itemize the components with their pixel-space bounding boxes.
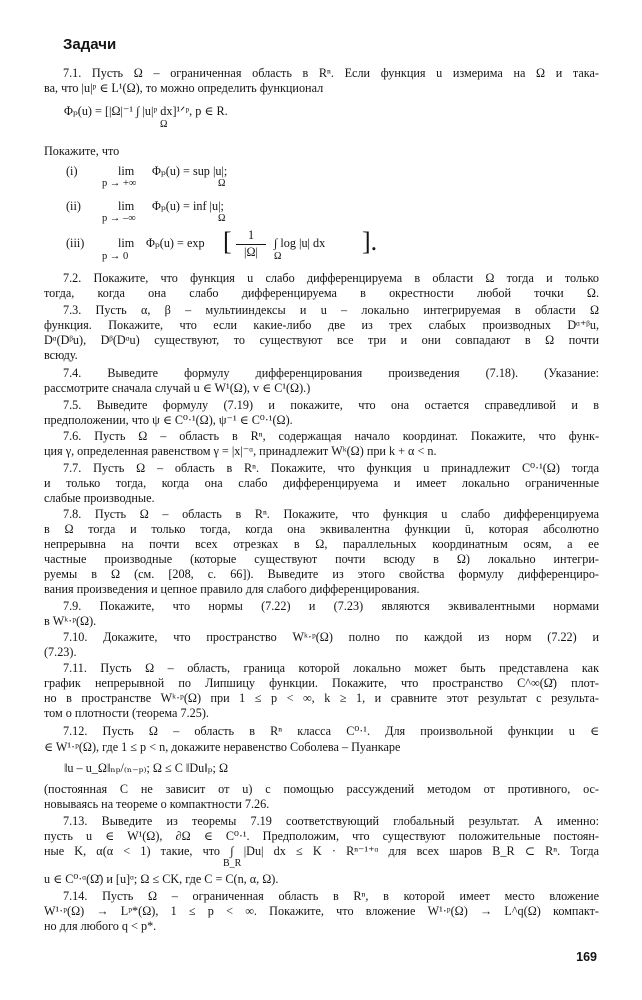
problem-text-line: частные производные (которые существуют почти всюду в Ω) локально интегри- — [44, 552, 599, 566]
problem-text-line: но в пространстве Wᵏ·ᵖ(Ω) при 1 ≤ p < ∞, k ≥ 1, и сравните этот результат с результа- — [44, 691, 599, 705]
limit-expression: Φₚ(u) = sup |u|; — [152, 164, 228, 178]
problem-text-line: и только тогда, когда она слабо дифференцируема и имеет локально ограниченные — [44, 476, 599, 490]
problem-text-line: 7.6. Пусть Ω – область в Rⁿ, содержащая начало координат. Покажите, что функ- — [63, 429, 599, 443]
limit-under: Ω — [218, 178, 226, 189]
section-heading: Задачи — [63, 36, 117, 53]
problem-text-line: 7.9. Покажите, что нормы (7.22) и (7.23) являются эквивалентными нормами — [63, 599, 599, 613]
functional-formula: Φₚ(u) = [|Ω|⁻¹ ∫ |u|ᵖ dx]¹ᐟᵖ, p ∈ R. — [64, 104, 228, 118]
problem-text-line: ция γ, определенная равенством γ = |x|⁻ᵅ, принадлежит Wᵏ(Ω) при k + α < n. — [44, 444, 437, 458]
problem-text-line: W¹·ᵖ(Ω) → Lᵖ*(Ω), 1 ≤ p < ∞. Покажите, что вложение W¹·ᵖ(Ω) → L^q(Ω) компакт- — [44, 904, 599, 918]
right-bracket: ]. — [362, 227, 378, 256]
fraction-denominator: |Ω| — [244, 245, 258, 259]
problem-text-line: u ∈ C⁰·ᵅ(Ω̄) и [u]ᵅ; Ω ≤ CK, где C = C(n, α, Ω). — [44, 872, 279, 886]
limit-operator: lim — [118, 199, 135, 213]
fraction-numerator: 1 — [247, 228, 255, 242]
problem-text-line: 7.5. Выведите формулу (7.19) и покажите, что она остается справедливой и в — [63, 398, 599, 412]
problem-text-line: 7.12. Пусть Ω – область в Rⁿ класса C⁰·¹. Для произвольной функции u ∈ — [63, 724, 599, 738]
limit-operator: lim — [118, 236, 135, 250]
problem-text-line: пусть u ∈ W¹(Ω), ∂Ω ∈ C⁰·¹. Предположим, что существуют положительные постоян- — [44, 829, 599, 843]
problem-text-line: 7.2. Покажите, что функция u слабо дифференцируема в области Ω тогда и только — [63, 271, 599, 285]
problem-7-1-line-1: 7.1. Пусть Ω – ограниченная область в Rⁿ. Если функция u измерима на Ω и така- — [63, 66, 599, 80]
problem-text-line: ∈ W¹·ᵖ(Ω), где 1 ≤ p < n, докажите неравенство Соболева – Пуанкаре — [44, 740, 401, 754]
limit-operator: lim — [118, 164, 135, 178]
limit-subscript: p → 0 — [102, 251, 129, 262]
limit-subscript: p → –∞ — [102, 213, 136, 224]
problem-text-line: (7.23). — [44, 645, 77, 659]
limit-subscript: p → +∞ — [102, 178, 137, 189]
limit-label: (ii) — [66, 199, 81, 213]
functional-formula-domain: Ω — [160, 119, 168, 130]
problem-text-line: 7.8. Пусть Ω – область в Rⁿ. Покажите, что функция u слабо дифференцируема — [63, 507, 599, 521]
problem-text-line: предположении, что ψ ∈ C⁰·¹(Ω), ψ⁻¹ ∈ C⁰·¹(Ω). — [44, 413, 293, 427]
problem-text-line: ные K, α(α < 1) такие, что ∫ |Du| dx ≤ K · Rⁿ⁻¹⁺ᵅ для всех шаров B_R ⊂ Rⁿ. Тогда — [44, 844, 599, 858]
limit-under: Ω — [218, 213, 226, 224]
problem-text-line: 7.13. Выведите из теоремы 7.19 соответствующий глобальный результат. А именно: — [63, 814, 599, 828]
limit-expression: Φₚ(u) = exp — [146, 236, 205, 250]
problem-text-line: 7.10. Докажите, что пространство Wᵏ·ᵖ(Ω) полно по каждой из норм (7.22) и — [63, 630, 599, 644]
problem-text-line: 7.11. Пусть Ω – область, граница которой локально может быть представлена как — [63, 661, 599, 675]
page-number: 169 — [576, 950, 597, 964]
problem-text-line: график непрерывной по Липшицу функции. Покажите, что пространство C^∞(Ω̄) плот- — [44, 676, 599, 690]
problem-text-line: 7.3. Пусть α, β – мультииндексы и u – локально интегрируемая в области Ω — [63, 303, 599, 317]
problem-text-line: 7.7. Пусть Ω – область в Rⁿ. Покажите, что функция u принадлежит C⁰·¹(Ω) тогда — [63, 461, 599, 475]
problem-text-line: но для любого q < p*. — [44, 919, 157, 933]
integral-expression: ∫ log |u| dx — [274, 236, 326, 250]
problem-text-line: B_R — [223, 858, 242, 869]
limit-label: (i) — [66, 164, 78, 178]
problem-text-line: том о плотности (теорема 7.25). — [44, 706, 209, 720]
problem-text-line: руемы в Ω (см. [208, с. 66]). Выведите из этого свойства формулу дифференциро- — [44, 567, 599, 581]
limit-expression: Φₚ(u) = inf |u|; — [152, 199, 224, 213]
limit-label: (iii) — [66, 236, 85, 250]
limit-under: Ω — [274, 251, 282, 262]
problem-text-line: Dᵅ(Dᵝu), Dᵝ(Dᵅu) существуют, то существуют все три и они совпадают в Ω почти — [44, 333, 599, 347]
problem-text-line: в Wᵏ·ᵖ(Ω). — [44, 614, 97, 628]
left-bracket: [ — [223, 227, 232, 256]
problem-text-line: вания произведения и цепное правило для слабого дифференцирования. — [44, 582, 420, 596]
problem-text-line: всюду. — [44, 348, 78, 362]
problem-text-line: рассмотрите сначала случай u ∈ W¹(Ω), v ∈ C¹(Ω).) — [44, 381, 311, 395]
problem-text-line: непрерывна на почти всех отрезках в Ω, параллельных координатным осям, а ее — [44, 537, 599, 551]
problem-text-line: тогда, когда она слабо дифференцируема в окрестности любой точки Ω. — [44, 286, 599, 300]
problem-text-line: ‖u – u_Ω‖ₙₚ/₍ₙ₋ₚ₎; Ω ≤ C ‖Du‖ₚ; Ω — [64, 761, 229, 775]
problem-text-line: новываясь на теореме о компактности 7.26. — [44, 797, 270, 811]
problem-text-line: 7.14. Пусть Ω – ограниченная область в Rⁿ, в которой имеет место вложение — [63, 889, 599, 903]
problem-text-line: (постоянная C не зависит от u) с помощью рассуждений методом от противного, ос- — [44, 782, 599, 796]
problem-text-line: функция. Покажите, что если какие-либо две из трех слабых производных Dᵅ⁺ᵝu, — [44, 318, 599, 332]
problem-text-line: 7.4. Выведите формулу дифференцирования произведения (7.18). (Указание: — [63, 366, 599, 380]
problem-text-line: слабые производные. — [44, 491, 155, 505]
problem-7-1-line-2: ва, что |u|ᵖ ∈ L¹(Ω), то можно определить функционал — [44, 81, 324, 95]
problem-text-line: в Ω тогда и только тогда, когда она эквивалентна функции ū, которая абсолютно — [44, 522, 599, 536]
show-that: Покажите, что — [44, 144, 120, 158]
